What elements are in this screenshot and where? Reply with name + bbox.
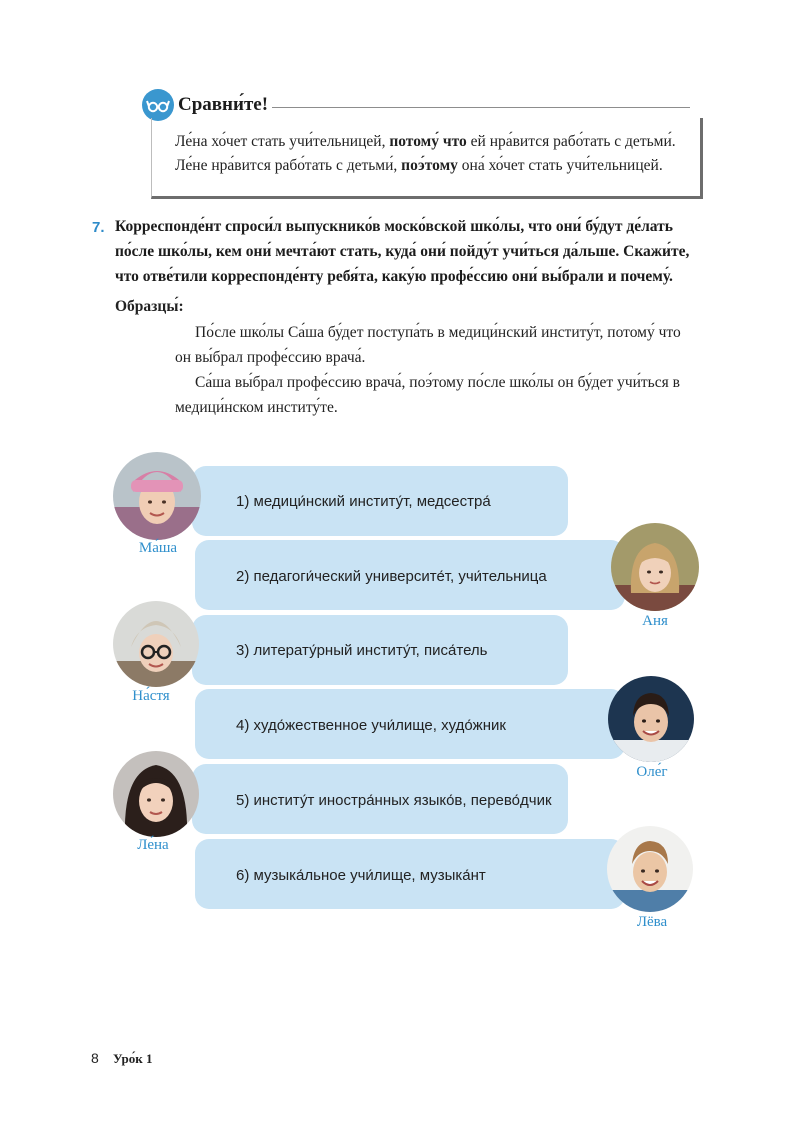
avatar-anya xyxy=(611,523,699,611)
name-anya: Аня xyxy=(642,613,668,629)
page-number: 8 xyxy=(91,1050,99,1066)
avatar-nastya xyxy=(113,601,199,687)
exercise-instruction-line-2: по́сле шко́лы, кем они́ мечта́ют стать, куда́ они́ пойду́т учи́ться да́льше. Скажи́те, xyxy=(115,243,690,260)
avatar-oleg xyxy=(608,676,694,762)
name-lyova: Лёва xyxy=(636,914,668,930)
compare-sentence-1: Ле́на хо́чет стать учи́тельницей, потому́ что ей нра́вится рабо́тать с детьми́. xyxy=(175,133,676,150)
option-text-3: 3) литерату́рный институ́т, писа́тель xyxy=(236,642,488,659)
option-text-2: 2) педагоги́ческий университе́т, учи́тельница xyxy=(236,568,547,585)
sample-1-line-2: он вы́брал профе́ссию врача́. xyxy=(175,349,366,366)
option-text-4: 4) худо́жественное учи́лище, худо́жник xyxy=(236,717,506,734)
lesson-label: Уро́к 1 xyxy=(113,1051,153,1066)
exercise-instruction-line-3: что отве́тили корреспонде́нту ребя́та, каку́ю профе́ссию они́ вы́брали и почему́. xyxy=(115,268,673,285)
name-masha: Ма́ша xyxy=(138,540,178,556)
glasses-icon xyxy=(142,89,174,121)
name-oleg: Оле́г xyxy=(636,764,668,780)
sample-2-line-2: медици́нском институ́те. xyxy=(175,399,338,416)
option-text-5: 5) институ́т иностра́нных языко́в, перево́дчик xyxy=(236,792,552,809)
exercise-instruction-line-1: Корреспонде́нт спроси́л выпускнико́в моско́вской шко́лы, что они́ бу́дут де́лать xyxy=(115,218,673,235)
avatar-lyova xyxy=(607,826,693,912)
compare-sentence-2: Ле́не нра́вится рабо́тать с детьми́, поэ́тому она́ хо́чет стать учи́тельницей. xyxy=(175,157,663,174)
avatar-masha xyxy=(113,452,201,540)
samples-label: Образцы́: xyxy=(115,298,184,315)
avatar-lena xyxy=(113,751,199,837)
compare-title: Сравни́те! xyxy=(178,94,269,115)
exercise-number: 7. xyxy=(92,219,105,236)
sample-1-line-1: По́сле шко́лы Са́ша бу́дет поступа́ть в медици́нский институ́т, потому́ что xyxy=(195,324,681,341)
option-text-1: 1) медици́нский институ́т, медсестра́ xyxy=(236,493,491,510)
title-divider xyxy=(272,107,690,108)
name-nastya: На́стя xyxy=(132,688,170,704)
name-lena: Ле́на xyxy=(137,837,169,853)
option-text-6: 6) музыка́льное учи́лище, музыка́нт xyxy=(236,867,486,884)
sample-2-line-1: Са́ша вы́брал профе́ссию врача́, поэ́тому по́сле шко́лы он бу́дет учи́ться в xyxy=(195,374,680,391)
